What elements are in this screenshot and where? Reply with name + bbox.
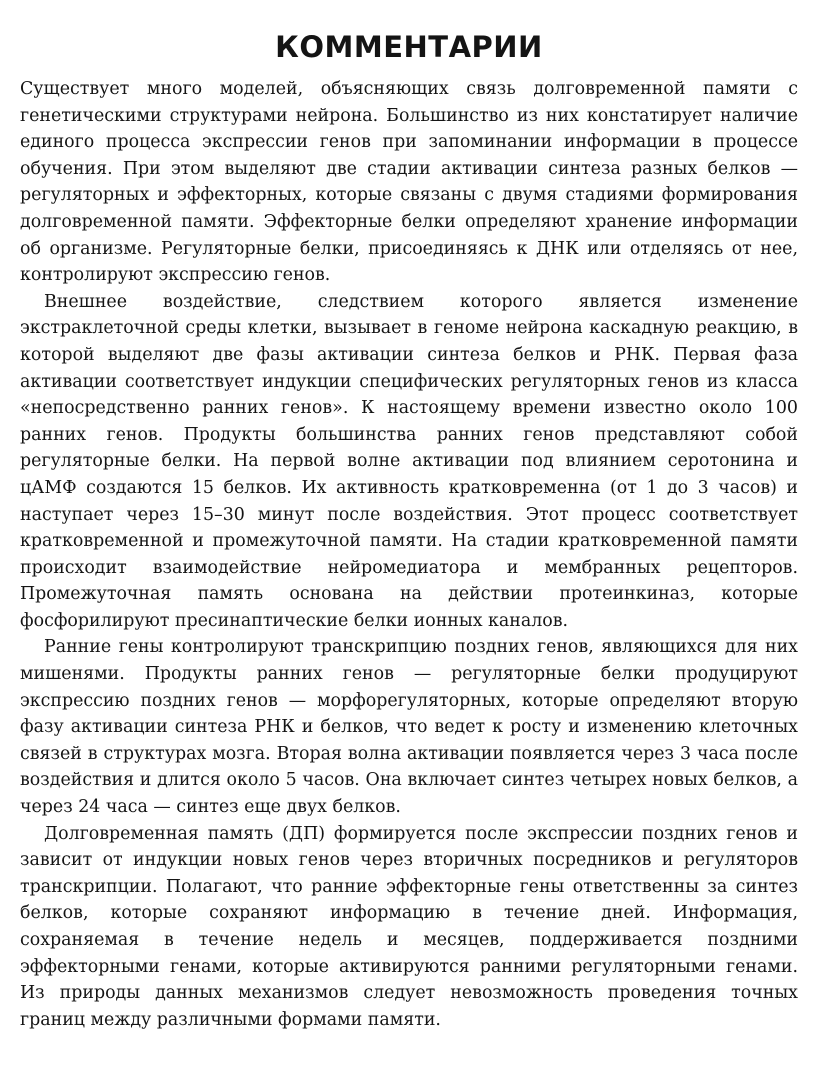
paragraph-4: Долговременная память (ДП) формируется после экспрессии поздних генов и зависит от индукции новых генов через вторичных посредников и регуляторов транскрипции. Полагают, что ранние эффекторные гены ответственны за синтез белков, которые сохраняют информацию в течение дней. Информация, сохраняемая в течение недель и месяцев, поддерживается поздними эффекторными генами, которые активируются ранними регуляторными генами. Из природы данных механизмов следует невозможность проведения точных границ между различными формами памяти. <box>20 823 798 1030</box>
paragraph-3: Ранние гены контролируют транскрипцию поздних генов, являющихся для них мишенями. Продукты ранних генов — регуляторные белки продуцируют экспрессию поздних генов — морфорегуляторных, которые определяют вторую фазу активации синтеза РНК и белков, что ведет к росту и изменению клеточных связей в структурах мозга. Вторая волна активации появляется через 3 часа после воздействия и длится около 5 часов. Она включает синтез четырех новых белков, а через 24 часа — синтез еще двух белков. <box>20 637 798 818</box>
page-title: КОММЕНТАРИИ <box>275 30 543 64</box>
paragraph-1: Существует много моделей, объясняющих связь долговременной памяти с генетическими структурами нейрона. Большинство из них констатирует наличие единого процесса экспрессии генов при запоминании информации в процессе обучения. При этом выделяют две стадии активации синтеза разных белков — регуляторных и эффекторных, которые связаны с двумя стадиями формирования долговременной памяти. Эффекторные белки определяют хранение информации об организме. Регуляторные белки, присоединяясь к ДНК или отделяясь от нее, контролируют экспрессию генов. <box>20 79 798 286</box>
paragraph-2: Внешнее воздействие, следствием которого является изменение экстраклеточной среды клетки, вызывает в геноме нейрона каскадную реакцию, в которой выделяют две фазы активации синтеза белков и РНК. Первая фаза активации соответствует индукции специфических регуляторных генов из класса «непосредственно ранних генов». К настоящему времени известно около 100 ранних генов. Продукты большинства ранних генов представляют собой регуляторные белки. На первой волне активации под влиянием серотонина и цАМФ создаются 15 белков. Их активность кратковременна (от 1 до 3 часов) и наступает через 15–30 минут после воздействия. Этот процесс соответствует кратковременной и промежуточной памяти. На стадии кратковременной памяти происходит взаимодействие нейромедиатора и мембранных рецепторов. Промежуточная память основана на действии протеинкиназ, которые фосфорилируют пресинаптические белки ионных каналов. <box>20 291 798 631</box>
